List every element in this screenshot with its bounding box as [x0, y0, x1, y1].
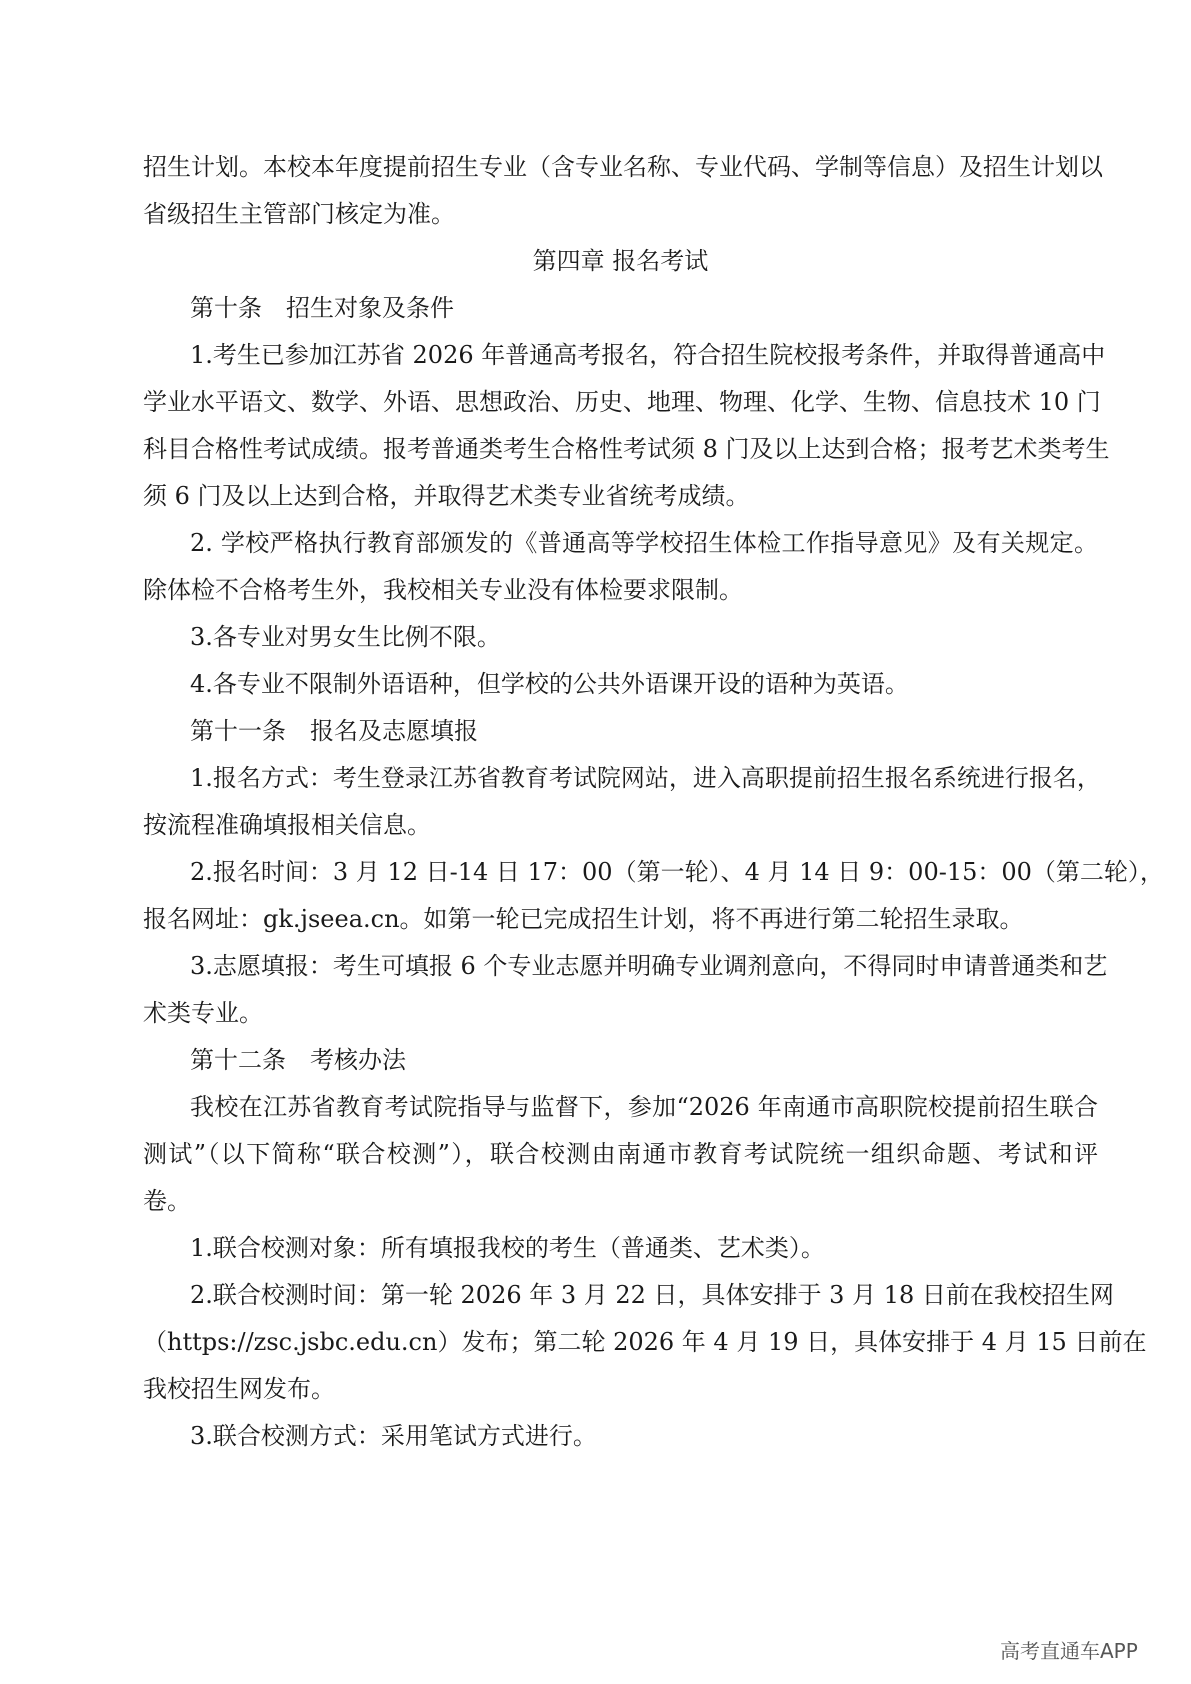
paragraph-line: 卷。	[143, 1187, 191, 1215]
paragraph-line: 我校招生网发布。	[143, 1375, 335, 1403]
paragraph-line: 3.各专业对男女生比例不限。	[190, 623, 501, 651]
paragraph-line: 3.联合校测方式：采用笔试方式进行。	[190, 1422, 597, 1450]
paragraph-line: 1.报名方式：考生登录江苏省教育考试院网站，进入高职提前招生报名系统进行报名，	[190, 764, 1101, 792]
paragraph-line: 术类专业。	[143, 999, 263, 1027]
paragraph-line: 2. 学校严格执行教育部颁发的《普通高等学校招生体检工作指导意见》及有关规定。	[190, 529, 1098, 557]
paragraph-line: 省级招生主管部门核定为准。	[143, 200, 455, 228]
paragraph-line: 按流程准确填报相关信息。	[143, 811, 431, 839]
paragraph-line: 我校在江苏省教育考试院指导与监督下，参加“2026 年南通市高职院校提前招生联合	[190, 1093, 1098, 1121]
paragraph-line: 2.报名时间：3 月 12 日-14 日 17：00（第一轮）、4 月 14 日 9：00-15：00（第二轮），	[190, 858, 1164, 886]
chapter-heading: 第四章 报名考试	[532, 247, 709, 275]
article-heading: 第十二条 考核办法	[190, 1046, 406, 1074]
paragraph-line: 测试”（以下简称“联合校测”），联合校测由南通市教育考试院统一组织命题、考试和评	[143, 1140, 1098, 1168]
paragraph-line: 须 6 门及以上达到合格，并取得艺术类专业省统考成绩。	[143, 482, 750, 510]
paragraph-line: 2.联合校测时间：第一轮 2026 年 3 月 22 日，具体安排于 3 月 18 日前在我校招生网	[190, 1281, 1114, 1309]
paragraph-line: 学业水平语文、数学、外语、思想政治、历史、地理、物理、化学、生物、信息技术 10 门	[143, 388, 1101, 416]
paragraph-line: 4.各专业不限制外语语种，但学校的公共外语课开设的语种为英语。	[190, 670, 909, 698]
paragraph-line: 报名网址：gk.jseea.cn。如第一轮已完成招生计划，将不再进行第二轮招生录取。	[143, 905, 1024, 933]
watermark-text: 高考直通车APP	[1000, 1639, 1138, 1663]
paragraph-line: 招生计划。本校本年度提前招生专业（含专业名称、专业代码、学制等信息）及招生计划以	[143, 153, 1103, 181]
paragraph-line: （https://zsc.jsbc.edu.cn）发布；第二轮 2026 年 4 月 19 日，具体安排于 4 月 15 日前在	[143, 1328, 1147, 1356]
paragraph-line: 3.志愿填报：考生可填报 6 个专业志愿并明确专业调剂意向，不得同时申请普通类和艺	[190, 952, 1108, 980]
paragraph-line: 科目合格性考试成绩。报考普通类考生合格性考试须 8 门及以上达到合格；报考艺术类考生	[143, 435, 1110, 463]
paragraph-line: 除体检不合格考生外，我校相关专业没有体检要求限制。	[143, 576, 743, 604]
paragraph-line: 1.考生已参加江苏省 2026 年普通高考报名，符合招生院校报考条件，并取得普通高中	[190, 341, 1106, 369]
paragraph-line: 1.联合校测对象：所有填报我校的考生（普通类、艺术类）。	[190, 1234, 825, 1262]
article-heading: 第十条 招生对象及条件	[190, 294, 454, 322]
article-heading: 第十一条 报名及志愿填报	[190, 717, 478, 745]
